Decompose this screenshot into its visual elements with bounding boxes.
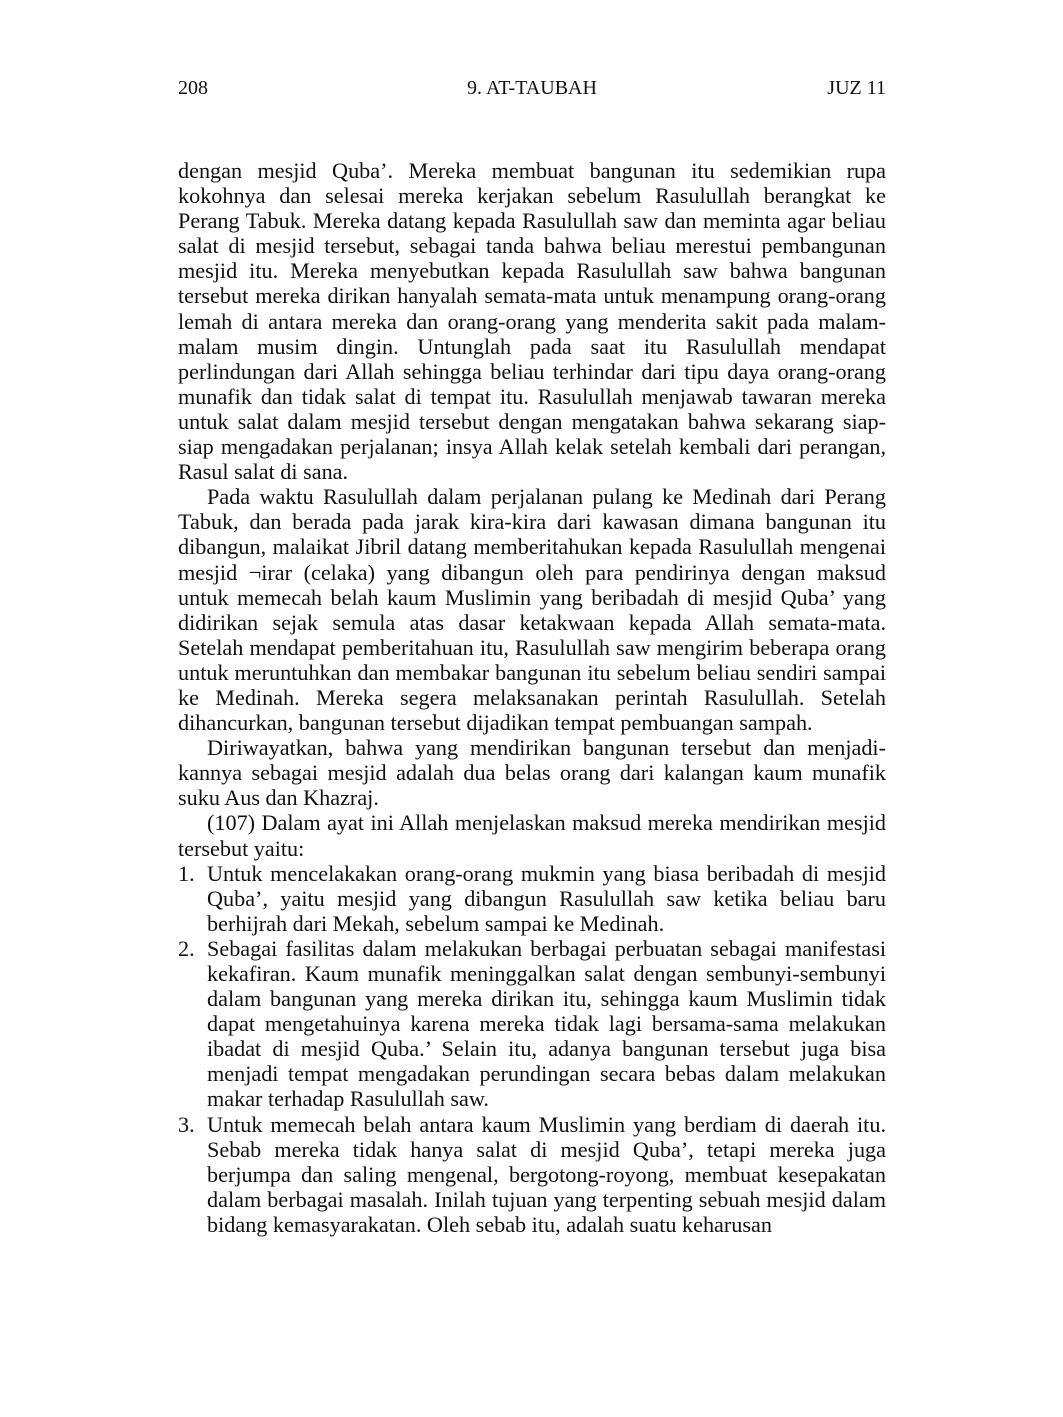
juz-label: JUZ 11 — [827, 77, 886, 99]
body-text — [178, 158, 886, 1237]
paragraph-jibril-warning: Pada waktu Rasulullah dalam perjalanan pulang ke Medinah dari Perang Tabuk, dan berada pada jarak kira-kira dari kawasan dimana bangunan itu dibangun, malaikat Jibril datang memberitahukan kepada Rasulullah mengenai mesjid ¬irar (celaka) yang dibangun oleh para pendirinya dengan maksud untuk memecah belah kaum Muslimin yang beribadah di mesjid Quba’ yang didirikan sejak semula atas dasar ketakwaan kepada Allah semata-mata. Setelah mendapat pemberitahuan itu, Rasulullah saw mengirim beberapa orang untuk meruntuhkan dan membakar bangunan itu sebelum beliau sendiri sampai ke Medinah. Mereka segera melaksanakan perintah Rasulullah. Setelah dihancurkan, bangunan tersebut dijadikan tempat pembuangan sampah. — [178, 484, 886, 736]
list-item-text: Untuk memecah belah antara kaum Muslimin yang berdiam di daerah itu. Sebab mereka tidak hanya salat di mesjid Quba’, tetapi mereka juga berjumpa dan saling mengenal, bergotong-royong, membuat kesepakatan dalam berbagai masalah. Inilah tujuan yang terpenting sebuah mesjid dalam bidang kemasyarakatan. Oleh sebab itu, adalah suatu keharusan — [207, 1111, 886, 1237]
page-number: 208 — [178, 77, 208, 99]
list-item-text: Untuk mencelakakan orang-orang mukmin yang biasa beribadah di mesjid Quba’, yaitu mesjid yang dibangun Rasulullah saw ketika beliau baru berhijrah dari Mekah, sebelum sampai ke Medinah. — [207, 860, 886, 936]
page-header — [178, 74, 886, 102]
list-item — [178, 936, 886, 1112]
list-item — [178, 1112, 886, 1237]
surah-title: 9. AT-TAUBAH — [467, 77, 597, 99]
paragraph-verse-107: (107) Dalam ayat ini Allah menjelaskan maksud mereka mendirikan mesjid tersebut yaitu: — [178, 810, 886, 861]
list-item-number: 1. — [178, 860, 195, 886]
paragraph-continuation: dengan mesjid Quba’. Mereka membuat bangunan itu sedemikian rupa kokohnya dan selesai mereka kerjakan sebelum Rasulullah berangkat ke Perang Tabuk. Mereka datang kepada Rasulullah saw dan meminta agar beliau salat di mesjid tersebut, sebagai tanda bahwa beliau merestui pembangunan mesjid itu. Mereka menyebutkan kepada Rasulullah saw bahwa bangunan tersebut mereka dirikan hanyalah semata-mata untuk menampung orang-orang lemah di antara mereka dan orang-orang yang menderita sakit pada malam-malam musim dingin. Untunglah pada saat itu Rasulullah mendapat perlindungan dari Allah sehingga beliau terhindar dari tipu daya orang-orang munafik dan tidak salat di tempat itu. Rasulullah menjawab tawaran mereka untuk salat dalam mesjid tersebut dengan mengatakan bahwa sekarang siap-siap mengadakan perjalanan; insya Allah kelak setelah kembali dari perangan, Rasul salat di sana. — [178, 158, 886, 485]
list-item-text: Sebagai fasilitas dalam melakukan berbagai perbuatan sebagai manifestasi kekafiran. Kaum munafik meninggalkan salat dengan sembunyi-sembunyi dalam bangunan yang mereka dirikan itu, sehingga kaum Muslimin tidak dapat mengetahuinya karena mereka tidak lagi bersama-sama melakukan ibadat di mesjid Quba.’ Selain itu, adanya bangunan tersebut juga bisa menjadi tempat mengadakan perundingan secara bebas dalam melakukan makar terhadap Rasulullah saw. — [207, 935, 886, 1112]
list-item — [178, 861, 886, 936]
list-item-number: 2. — [178, 935, 195, 961]
paragraph-founders: Diriwayatkan, bahwa yang mendirikan bangunan tersebut dan menjadi-kannya sebagai mesjid adalah dua belas orang dari kalangan kaum munafik suku Aus dan Khazraj. — [178, 735, 886, 811]
purpose-list — [178, 861, 886, 1237]
list-item-number: 3. — [178, 1111, 195, 1137]
